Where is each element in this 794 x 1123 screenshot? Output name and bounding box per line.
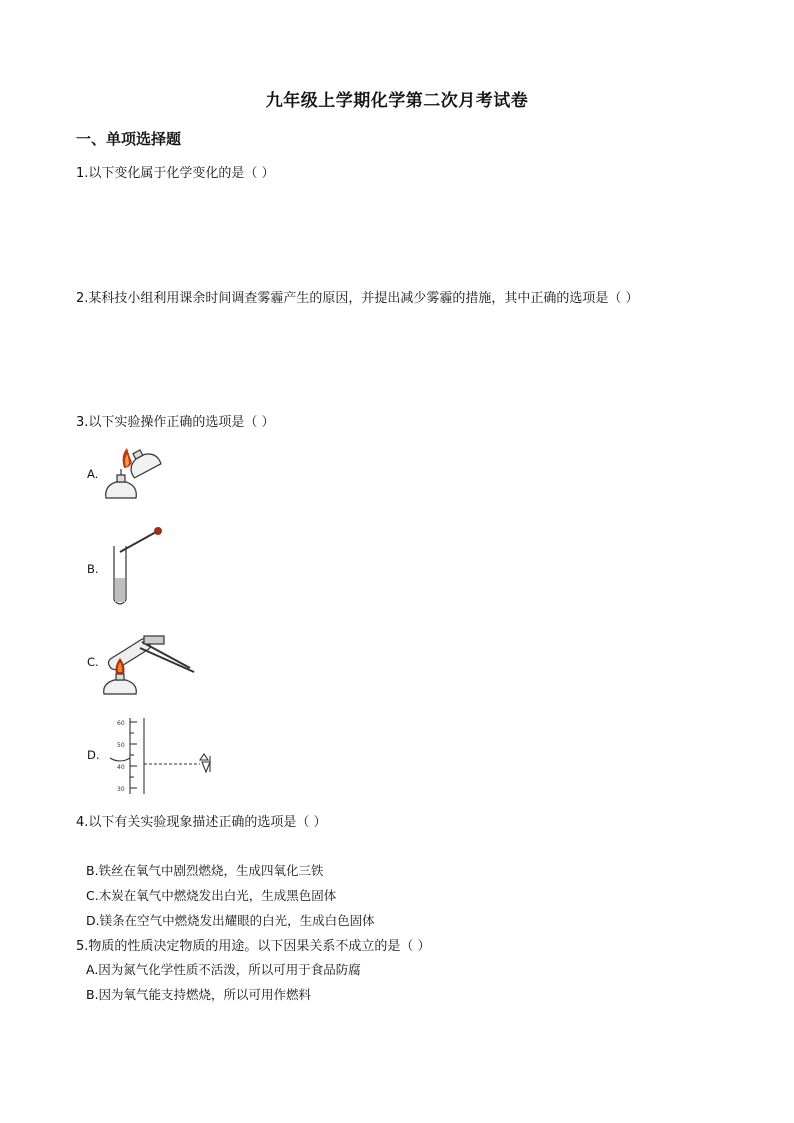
question-3-stem: 3.以下实验操作正确的选项是（ ） [76,415,275,430]
question-4-option-d: D.镁条在空气中燃烧发出耀眼的白光，生成白色固体 [86,913,375,928]
question-3-option-d-label: D. [87,748,100,762]
question-1-stem: 1.以下变化属于化学变化的是（ ） [76,166,275,181]
question-3-option-b-label: B. [87,562,99,576]
test-tube-dropper-figure [108,526,170,612]
graduated-cylinder-reading-figure [110,716,220,796]
page-title: 九年级上学期化学第二次月考试卷 [265,91,529,111]
question-3-option-c-label: C. [87,655,99,669]
alcohol-lamp-lighting-figure [100,442,166,506]
question-4-option-b: B.铁丝在氧气中剧烈燃烧，生成四氧化三铁 [86,863,324,878]
question-4-stem: 4.以下有关实验现象描述正确的选项是（ ） [76,815,327,830]
tick-label-60: 60 [117,720,125,727]
tick-label-50: 50 [117,742,125,749]
question-5-stem: 5.物质的性质决定物质的用途。以下因果关系不成立的是（ ） [76,939,431,954]
question-5-option-a: A.因为氮气化学性质不活泼，所以可用于食品防腐 [86,962,361,977]
tick-label-30: 30 [117,786,125,793]
tick-label-40: 40 [117,764,125,771]
question-4-option-c: C.木炭在氧气中燃烧发出白光，生成黑色固体 [86,888,337,903]
question-2-stem: 2.某科技小组利用课余时间调查雾霾产生的原因，并提出减少雾霾的措施，其中正确的选项是（ ） [76,291,639,306]
section-heading-single-choice: 一、单项选择题 [76,130,182,148]
question-3-option-a-label: A. [87,467,99,481]
heating-test-tube-figure [100,626,198,698]
question-5-option-b: B.因为氧气能支持燃烧，所以可用作燃料 [86,987,312,1002]
